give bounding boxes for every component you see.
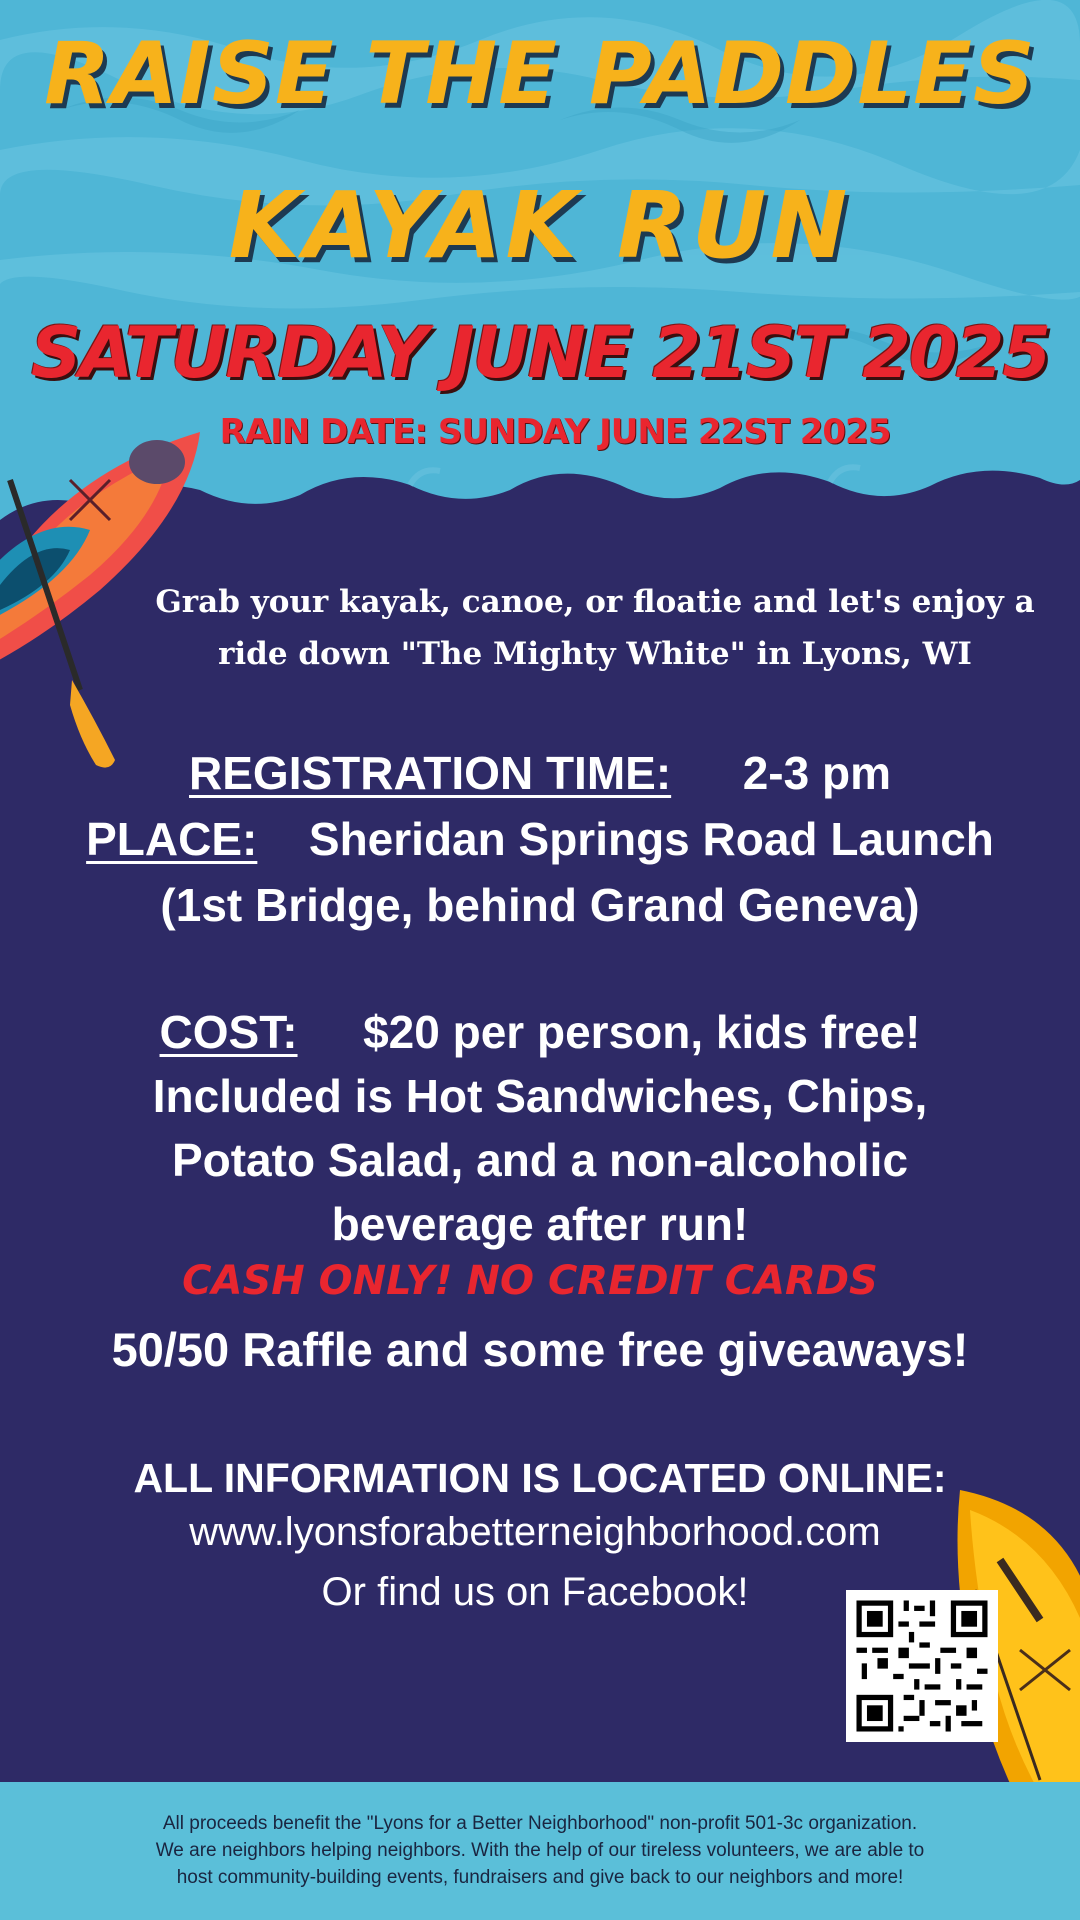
footer-line-1: All proceeds benefit the "Lyons for a Better Neighborhood" non-profit 501-3c organization. xyxy=(162,1813,918,1834)
cost-section xyxy=(0,1000,1080,1256)
qr-code[interactable] xyxy=(846,1590,998,1742)
footer-line-3: host community-building events, fundraisers and give back to our neighbors and more! xyxy=(176,1867,904,1888)
place-label: PLACE: xyxy=(86,813,258,865)
event-date: SATURDAY JUNE 21ST 2025 xyxy=(30,312,1050,394)
website-link[interactable]: www.lyonsforabetterneighborhood.com xyxy=(189,1510,881,1554)
raffle-text: 50/50 Raffle and some free giveaways! xyxy=(111,1323,969,1376)
cost-row xyxy=(0,1000,1080,1064)
place-value: Sheridan Springs Road Launch xyxy=(308,813,994,865)
registration-time: 2-3 pm xyxy=(742,747,891,799)
intro-line-2: ride down "The Mighty White" in Lyons, WI xyxy=(218,636,972,672)
registration-label: REGISTRATION TIME: xyxy=(189,747,672,799)
event-title-line1: RAISE THE PADDLES xyxy=(44,24,1036,124)
registration-section xyxy=(0,740,1080,938)
cost-label: COST: xyxy=(159,1006,298,1058)
footer-line-2: We are neighbors helping neighbors. With the help of our tireless volunteers, we are able to xyxy=(155,1840,925,1861)
included-line-1: Included is Hot Sandwiches, Chips, xyxy=(152,1070,928,1122)
registration-row xyxy=(0,740,1080,806)
event-title-line2: KAYAK RUN xyxy=(228,172,852,279)
cost-value: $20 per person, kids free! xyxy=(363,1006,921,1058)
place-detail: (1st Bridge, behind Grand Geneva) xyxy=(160,879,920,931)
cash-only-note: CASH ONLY! NO CREDIT CARDS xyxy=(182,1258,878,1304)
place-row xyxy=(0,806,1080,872)
included-line-3: beverage after run! xyxy=(331,1198,749,1250)
info-heading: ALL INFORMATION IS LOCATED ONLINE: xyxy=(133,1455,947,1501)
intro-text xyxy=(150,576,1040,680)
rain-date: RAIN DATE: SUNDAY JUNE 22ST 2025 xyxy=(219,412,891,452)
intro-line-1: Grab your kayak, canoe, or floatie and let's enjoy a xyxy=(155,584,1035,620)
footer-text xyxy=(60,1810,1020,1891)
facebook-text: Or find us on Facebook! xyxy=(321,1570,749,1614)
included-line-2: Potato Salad, and a non-alcoholic xyxy=(171,1134,909,1186)
